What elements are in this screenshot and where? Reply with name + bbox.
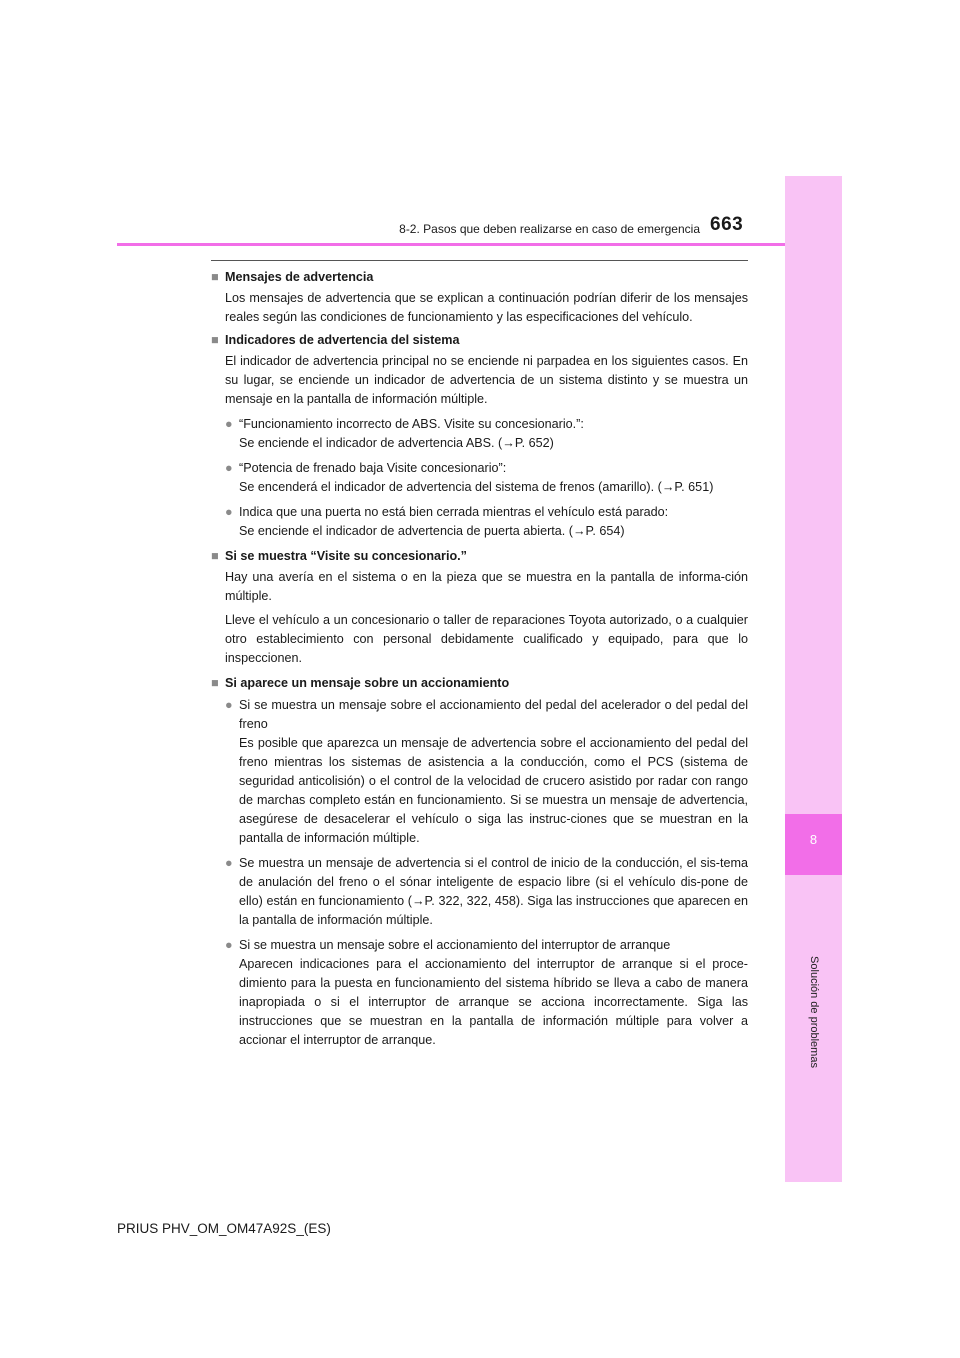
circle-bullet-icon: ● [225,856,233,870]
bullet-line: Se enciende el indicador de advertencia ABS. (→P. 652) [239,436,554,450]
circle-bullet-icon: ● [225,461,233,475]
square-bullet-icon: ■ [211,270,219,284]
section-heading [211,674,748,693]
paragraph: El indicador de advertencia principal no se enciende ni parpadea en los siguientes casos. En su lugar, se enciende un indicador de advertencia de un sistema distinto y se muestra un mensaje en la pantalla de información múltiple. [225,354,748,406]
bullet-line: Si se muestra un mensaje sobre el accionamiento del interruptor de arranque [239,938,671,952]
chapter-title: Solución de problemas [808,956,820,1068]
square-bullet-icon: ■ [211,549,219,563]
section-heading [211,268,748,287]
page-number: 663 [710,214,744,235]
paragraph: Lleve el vehículo a un concesionario o taller de reparaciones Toyota autorizado, o a cualquier otro establecimiento con personal debidamente cualificado y equipado, para que lo inspeccionen. [225,613,748,665]
bullet-line: Aparecen indicaciones para el accionamiento del interruptor de arranque si el proce-dimiento para la puesta en funcionamiento del sistema híbrido se lleva a cabo de manera inapropiada o si el interruptor de arranque se acciona incorrectamente. Siga las instrucciones que se muestran en la pantalla de información múltiple para volver a accionar el interruptor de arranque. [239,957,748,1047]
square-bullet-icon: ■ [211,676,219,690]
heading-text: Indicadores de advertencia del sistema [225,333,460,347]
paragraph: Hay una avería en el sistema o en la pieza que se muestra en la pantalla de informa-ción múltiple. [225,570,748,603]
paragraph: Los mensajes de advertencia que se explican a continuación podrían diferir de los mensajes reales según las condiciones de funcionamiento y las especificaciones del vehículo. [225,291,748,324]
bullet-item [225,459,748,497]
chapter-number-box [785,814,842,875]
circle-bullet-icon: ● [225,938,233,952]
bullet-item [225,503,748,541]
bullet-line: Se encenderá el indicador de advertencia del sistema de frenos (amarillo). (→P. 651) [239,480,714,494]
bullet-line: “Potencia de frenado baja Visite concesionario”: [239,461,507,475]
bullet-item [225,854,748,930]
footer-code: PRIUS PHV_OM_OM47A92S_(ES) [117,1221,331,1236]
bullet-line: Se enciende el indicador de advertencia de puerta abierta. (→P. 654) [239,524,625,538]
bullet-line: “Funcionamiento incorrecto de ABS. Visite su concesionario.”: [239,417,584,431]
bullet-line: Se muestra un mensaje de advertencia si el control de inicio de la conducción, el sis-tema de anulación del freno o el sónar inteligente de espacio libre (si el vehículo dis-pone de ello) están en funcionamiento (→P. 322, 322, 458). Siga las instrucciones que aparecen en la pantalla de información múltiple. [239,856,748,927]
square-bullet-icon: ■ [211,333,219,347]
bullet-item [225,936,748,1050]
circle-bullet-icon: ● [225,417,233,431]
chapter-number: 8 [809,832,818,847]
section-rule [211,260,748,261]
side-tab [785,176,842,1182]
bullet-line: Es posible que aparezca un mensaje de advertencia sobre el accionamiento del pedal del freno mientras los sistemas de asistencia a la conducción, como el PCS (sistema de seguridad anticolisión) o el control de la velocidad de crucero asistido por radar con rango de marchas completo están en funcionamiento. Si se muestra un mensaje de advertencia, asegúrese de desacelerar el vehículo o siga las instruc-ciones que se muestran en la pantalla de información múltiple. [239,736,748,845]
page-content [211,266,748,1050]
section-heading [211,547,748,566]
section-heading [211,331,748,350]
header-line [117,243,785,246]
heading-text: Si aparece un mensaje sobre un accionamiento [225,676,510,690]
header-section-title: 8-2. Pasos que deben realizarse en caso de emergencia [399,222,700,236]
bullet-line: Si se muestra un mensaje sobre el accionamiento del pedal del acelerador o del pedal del freno [239,698,748,731]
bullet-item [225,696,748,848]
heading-text: Si se muestra “Visite su concesionario.” [225,549,467,563]
bullet-line: Indica que una puerta no está bien cerrada mientras el vehículo está parado: [239,505,669,519]
circle-bullet-icon: ● [225,505,233,519]
bullet-item [225,415,748,453]
heading-text: Mensajes de advertencia [225,270,374,284]
circle-bullet-icon: ● [225,698,233,712]
